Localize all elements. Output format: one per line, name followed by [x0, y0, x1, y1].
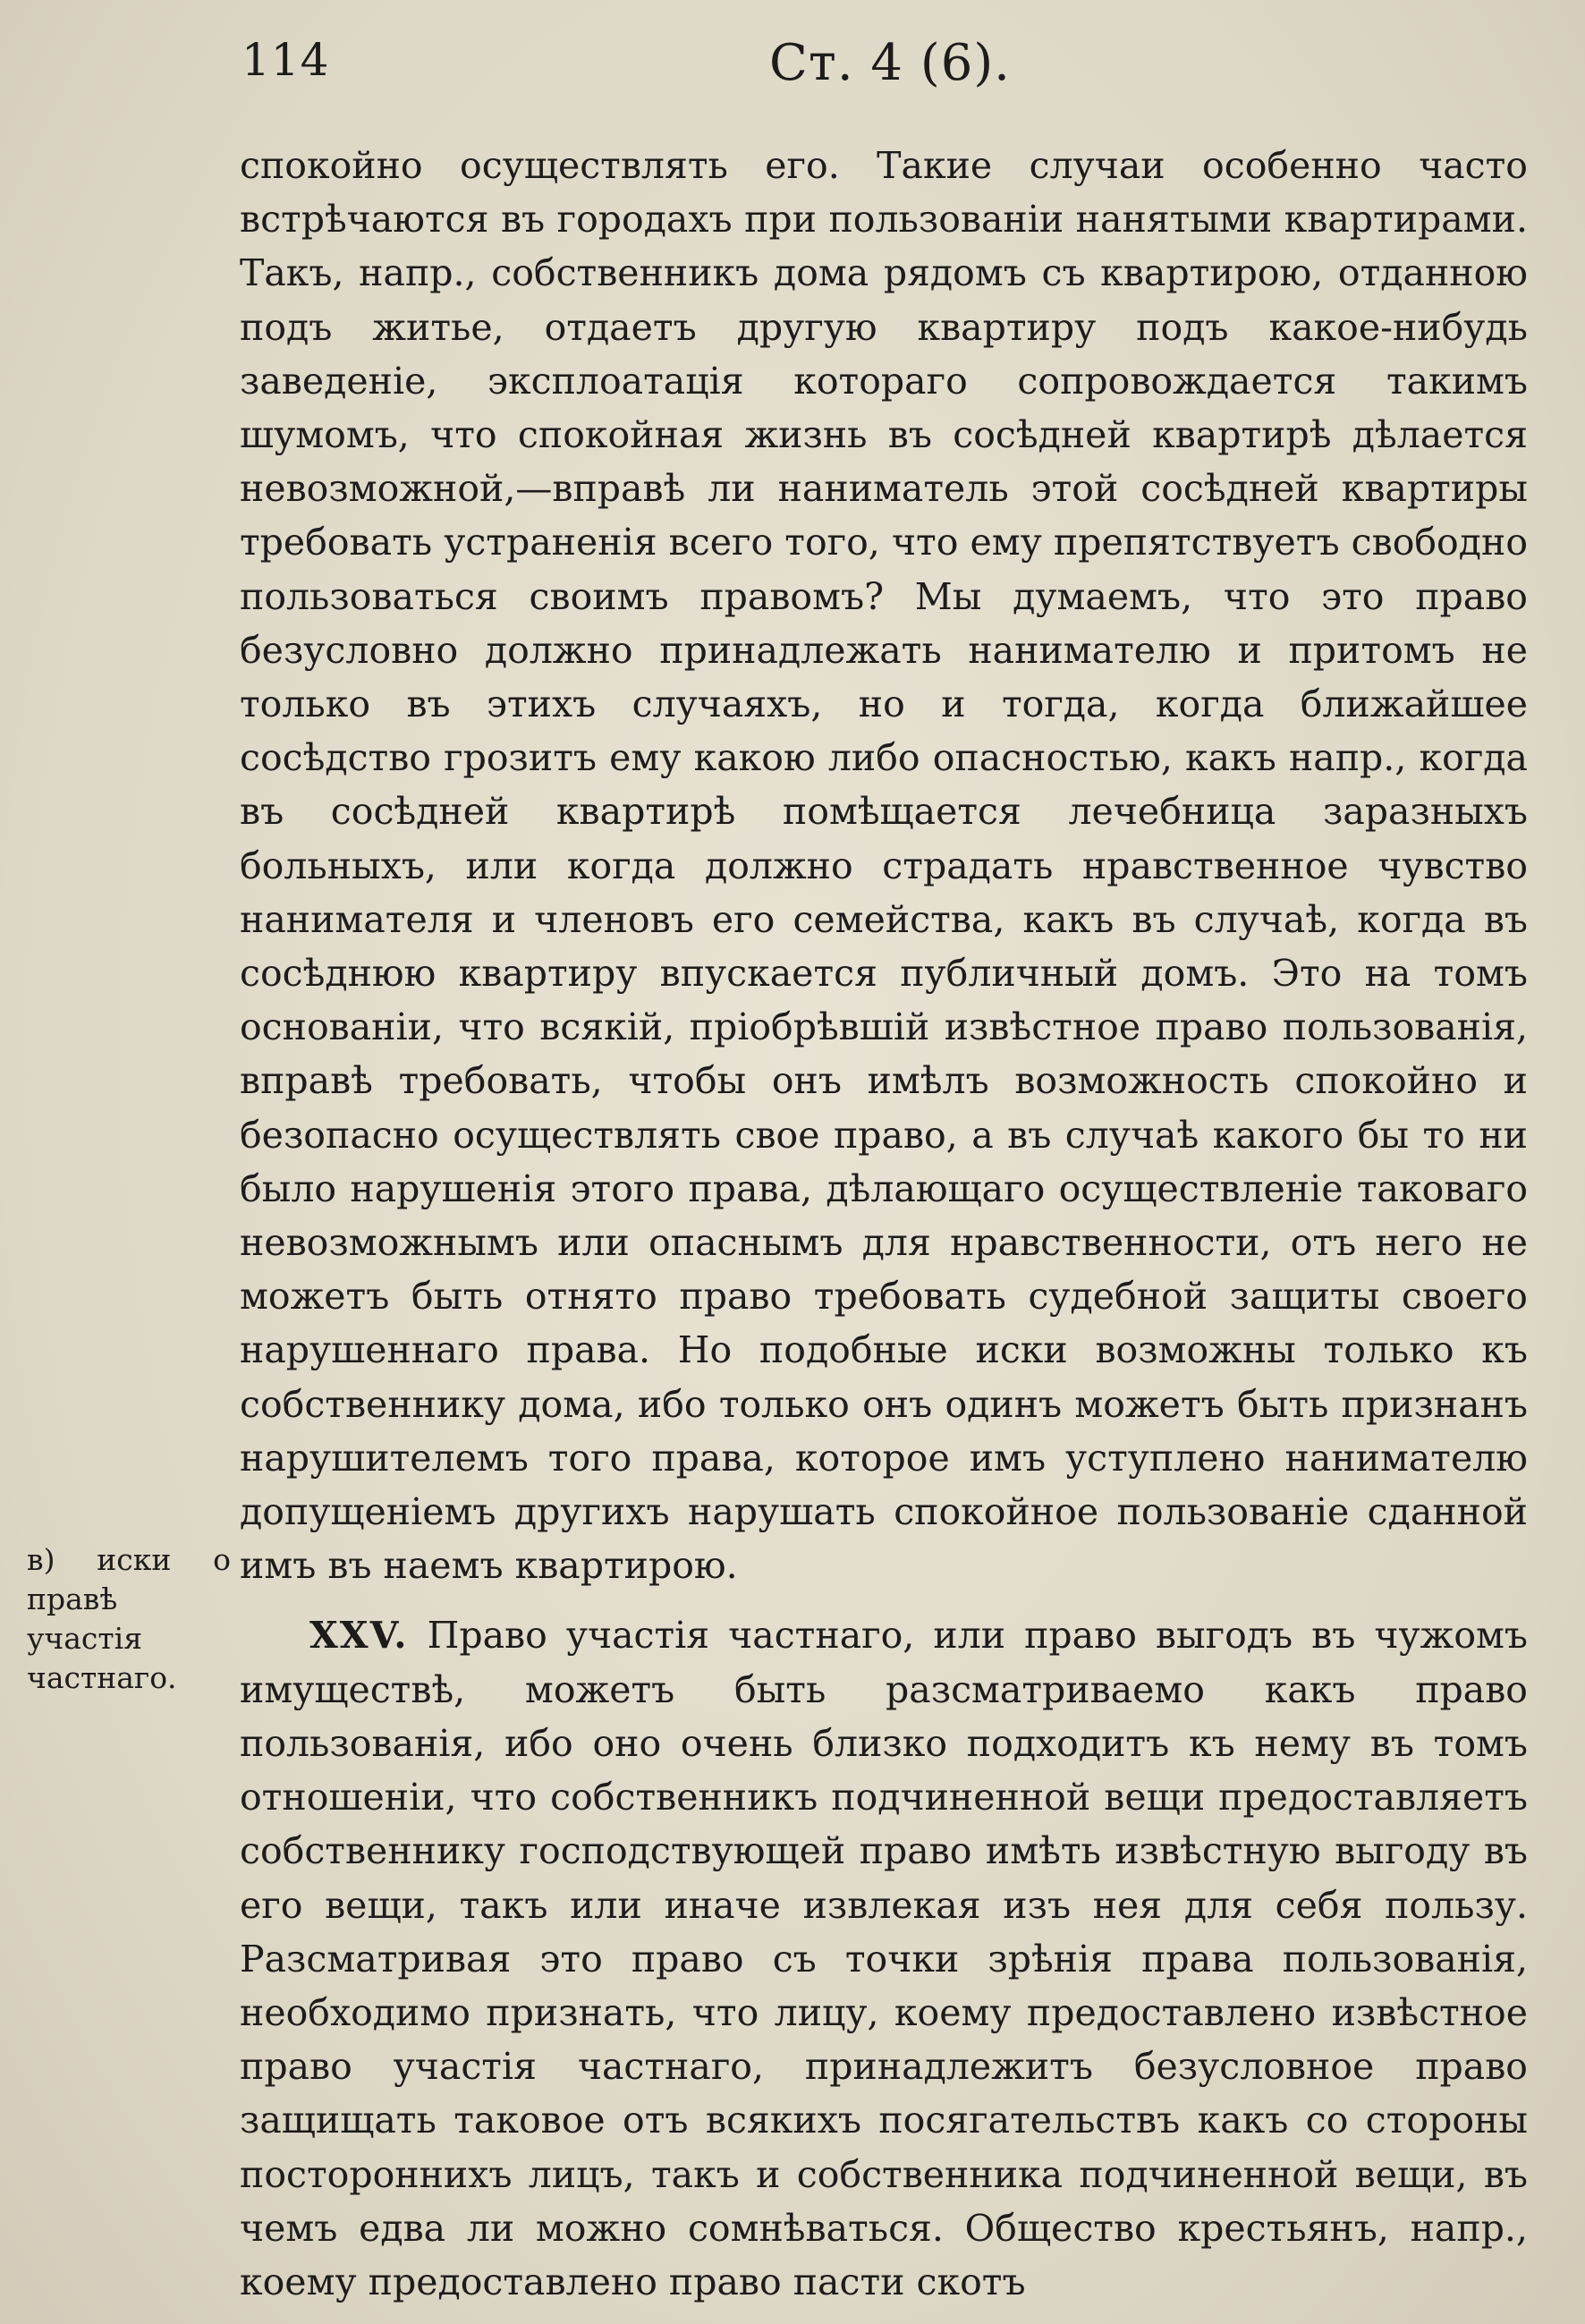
running-head: Ст. 4 (6).: [769, 34, 1011, 92]
paragraph: [240, 1608, 1528, 2309]
paragraph-text: Право участія частнаго, или право выгодъ въ чужомъ имуществѣ, можетъ быть разсматриваемо какъ право пользованія, ибо оно очень близко подходитъ къ нему въ томъ отношеніи, что собственникъ подчиненной вещи предоставляетъ собственнику господствующей право имѣть извѣстную выгоду въ его вещи, такъ или иначе извлекая изъ нея для себя пользу. Разсматривая это право съ точки зрѣнія права пользованія, необходимо признать, что лицу, коему предоставлено извѣстное право участія частнаго, принадлежитъ безусловное право защищать таковое отъ всякихъ посягательствъ какъ со стороны постороннихъ лицъ, такъ и собственника подчиненной вещи, въ чемъ едва ли можно сомнѣваться. Общество крестьянъ, напр., коему предоставлено право пасти скотъ: [240, 1614, 1528, 2303]
body-text: [240, 139, 1528, 2309]
page-header: [0, 34, 1585, 106]
margin-note: в) иски о правѣ участія частнаго.: [27, 1542, 231, 1695]
section-number: XXV.: [309, 1614, 409, 1658]
page-number: 114: [242, 34, 330, 86]
paragraph: спокойно осуществлять его. Такие случаи особенно часто встрѣчаются въ городахъ при пользованіи нанятыми квартирами. Такъ, напр., собственникъ дома рядомъ съ квартирою, отданною подъ житье, отдаетъ другую квартиру подъ какое-нибудь заведеніе, эксплоатація котораго сопровождается такимъ шумомъ, что спокойная жизнь въ сосѣдней квартирѣ дѣлается невозможной,—вправѣ ли наниматель этой сосѣдней квартиры требовать устраненія всего того, что ему препятствуетъ свободно пользоваться своимъ правомъ? Мы думаемъ, что это право безусловно должно принадлежать нанимателю и притомъ не только въ этихъ случаяхъ, но и тогда, когда ближайшее сосѣдство грозитъ ему какою либо опасностью, какъ напр., когда въ сосѣдней квартирѣ помѣщается лечебница заразныхъ больныхъ, или когда должно страдать нравственное чувство нанимателя и членовъ его семейства, какъ въ случаѣ, когда въ сосѣднюю квартиру впускается публичный домъ. Это на томъ основаніи, что всякій, пріобрѣвшій извѣстное право пользованія, вправѣ требовать, чтобы онъ имѣлъ возможность спокойно и безопасно осуществлять свое право, а въ случаѣ какого бы то ни было нарушенія этого права, дѣлающаго осуществленіе таковаго невозможнымъ или опаснымъ для нравственности, отъ него не можетъ быть отнято право требовать судебной защиты своего нарушеннаго права. Но подобные иски возможны только къ собственнику дома, ибо только онъ одинъ можетъ быть признанъ нарушителемъ того права, которое имъ уступлено нанимателю допущеніемъ другихъ нарушать спокойное пользованіе сданной имъ въ наемъ квартирою.: [240, 144, 1528, 1588]
